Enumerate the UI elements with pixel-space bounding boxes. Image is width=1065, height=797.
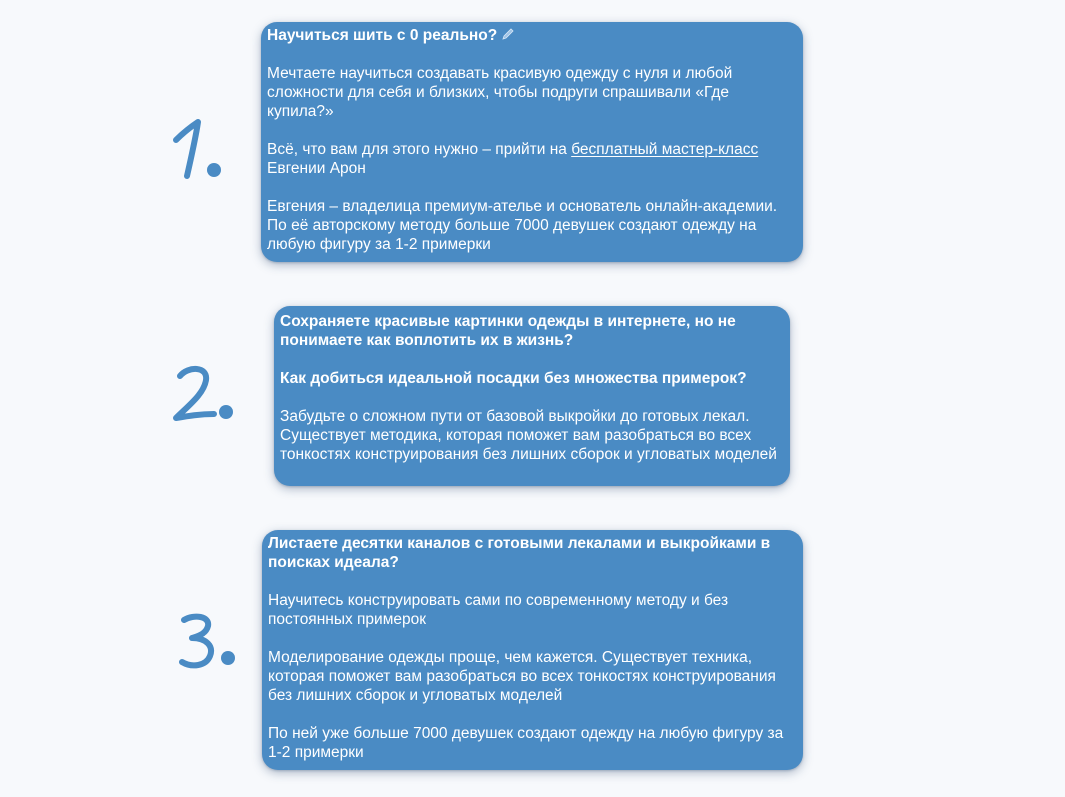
card-3-paragraph-2: Моделирование одежды проще, чем кажется. Существует техника, которая поможет вам разобраться во всех тонкостях конструирования без лишних сборок и угловатых моделей (268, 649, 776, 704)
message-card-3 (262, 530, 803, 770)
pencil-icon (501, 27, 515, 41)
card-2-heading-2-text: Как добиться идеальной посадки без множества примерок? (280, 370, 747, 387)
message-card-1 (261, 22, 803, 262)
message-card-2 (274, 306, 790, 486)
card-1-paragraph-2-start: Всё, что вам для этого нужно – прийти на (267, 141, 572, 158)
number-three (172, 610, 262, 690)
card-1-title (267, 26, 797, 45)
card-2-paragraph: Забудьте о сложном пути от базовой выкройки до готовых лекал. Существует методика, которая поможет вам разобраться во всех тонкостях конструирования без лишних сборок и угловатых моделей (280, 408, 777, 463)
card-3-heading-text: Листаете десятки каналов с готовыми лекалами и выкройками в поисках идеала? (268, 535, 771, 571)
card-3-paragraph-3: По ней уже больше 7000 девушек создают одежду на любую фигуру за 1-2 примерки (268, 725, 784, 761)
card-1-title-text: Научиться шить с 0 реально? (267, 27, 498, 44)
card-1-paragraph-2-end: Евгении Арон (267, 160, 366, 177)
card-2-heading-1-text: Сохраняете красивые картинки одежды в интернете, но не понимаете как воплотить их в жизнь? (280, 313, 736, 349)
number-one (168, 114, 258, 194)
free-masterclass-link[interactable]: бесплатный мастер-класс (571, 141, 759, 158)
card-1-paragraph-2 (267, 140, 797, 178)
card-2-heading-2 (280, 369, 784, 388)
card-3-paragraph-1: Научитесь конструировать сами по современному методу и без постоянных примерок (268, 592, 729, 628)
card-3-heading (268, 534, 797, 572)
card-1-paragraph-1: Мечтаете научиться создавать красивую одежду с нуля и любой сложности для себя и близких, чтобы подруги спрашивали «Где купила?» (267, 65, 733, 120)
card-2-heading-1 (280, 312, 784, 350)
number-two (166, 362, 256, 442)
card-1-paragraph-3: Евгения – владелица премиум-ателье и основатель онлайн-академии. По её авторскому методу больше 7000 девушек создают одежду на любую фигуру за 1-2 примерки (267, 198, 778, 253)
